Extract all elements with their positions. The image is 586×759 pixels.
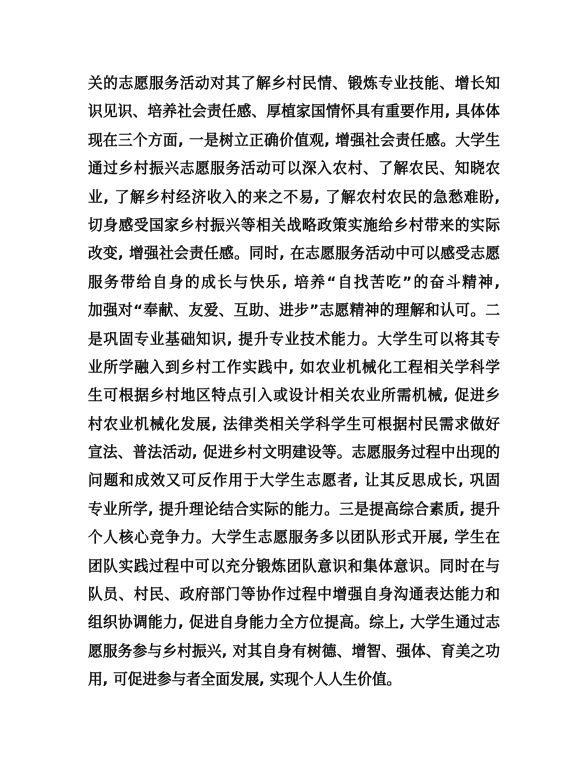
body-paragraph <box>88 70 500 695</box>
text-line: 业, 了解乡村经济收入的来之不易, 了解农村农民的急愁难盼, <box>88 188 500 206</box>
text-line: 识见识、培养社会责任感、厚植家国情怀具有重要作用, 具体体 <box>88 103 500 121</box>
text-line: 生可根据乡村地区特点引入或设计相关农业所需机械, 促进乡 <box>88 387 500 405</box>
text-line: 村农业机械化发展, 法律类相关学科学生可根据村民需求做好 <box>88 415 500 433</box>
text-line: 现在三个方面, 一是树立正确价值观, 增强社会责任感。大学生 <box>88 131 500 149</box>
text-line: 团队实践过程中可以充分锻炼团队意识和集体意识。同时在与 <box>88 557 500 575</box>
text-line: 是巩固专业基础知识, 提升专业技术能力。大学生可以将其专 <box>88 330 500 348</box>
text-line: 组织协调能力, 促进自身能力全方位提高。综上, 大学生通过志 <box>88 614 500 632</box>
text-line: 专业所学, 提升理论结合实际的能力。三是提高综合素质, 提升 <box>88 500 500 518</box>
text-line: 宣法、普法活动, 促进乡村文明建设等。志愿服务过程中出现的 <box>88 444 500 462</box>
text-line-last: 用, 可促进参与者全面发展, 实现个人人生价值。 <box>88 671 402 689</box>
text-line: 改变, 增强社会责任感。同时, 在志愿服务活动中可以感受志愿 <box>88 245 500 263</box>
text-line: 关的志愿服务活动对其了解乡村民情、锻炼专业技能、增长知 <box>88 75 500 92</box>
text-line: 个人核心竞争力。大学生志愿服务多以团队形式开展, 学生在 <box>88 529 500 547</box>
text-line: 问题和成效又可反作用于大学生志愿者, 让其反思成长, 巩固 <box>88 472 500 490</box>
text-line: 加强对“奉献、友爱、互助、进步”志愿精神的理解和认可。二 <box>88 302 500 320</box>
text-line: 愿服务参与乡村振兴, 对其自身有树德、增智、强体、育美之功 <box>88 642 500 660</box>
text-line: 通过乡村振兴志愿服务活动可以深入农村、了解农民、知晓农 <box>88 160 500 178</box>
text-line: 业所学融入到乡村工作实践中, 如农业机械化工程相关学科学 <box>88 358 500 376</box>
text-line: 队员、村民、政府部门等协作过程中增强自身沟通表达能力和 <box>88 586 500 604</box>
text-line: 服务带给自身的成长与快乐, 培养“自找苦吃”的奋斗精神, <box>88 273 500 291</box>
text-line: 切身感受国家乡村振兴等相关战略政策实施给乡村带来的实际 <box>88 216 500 234</box>
